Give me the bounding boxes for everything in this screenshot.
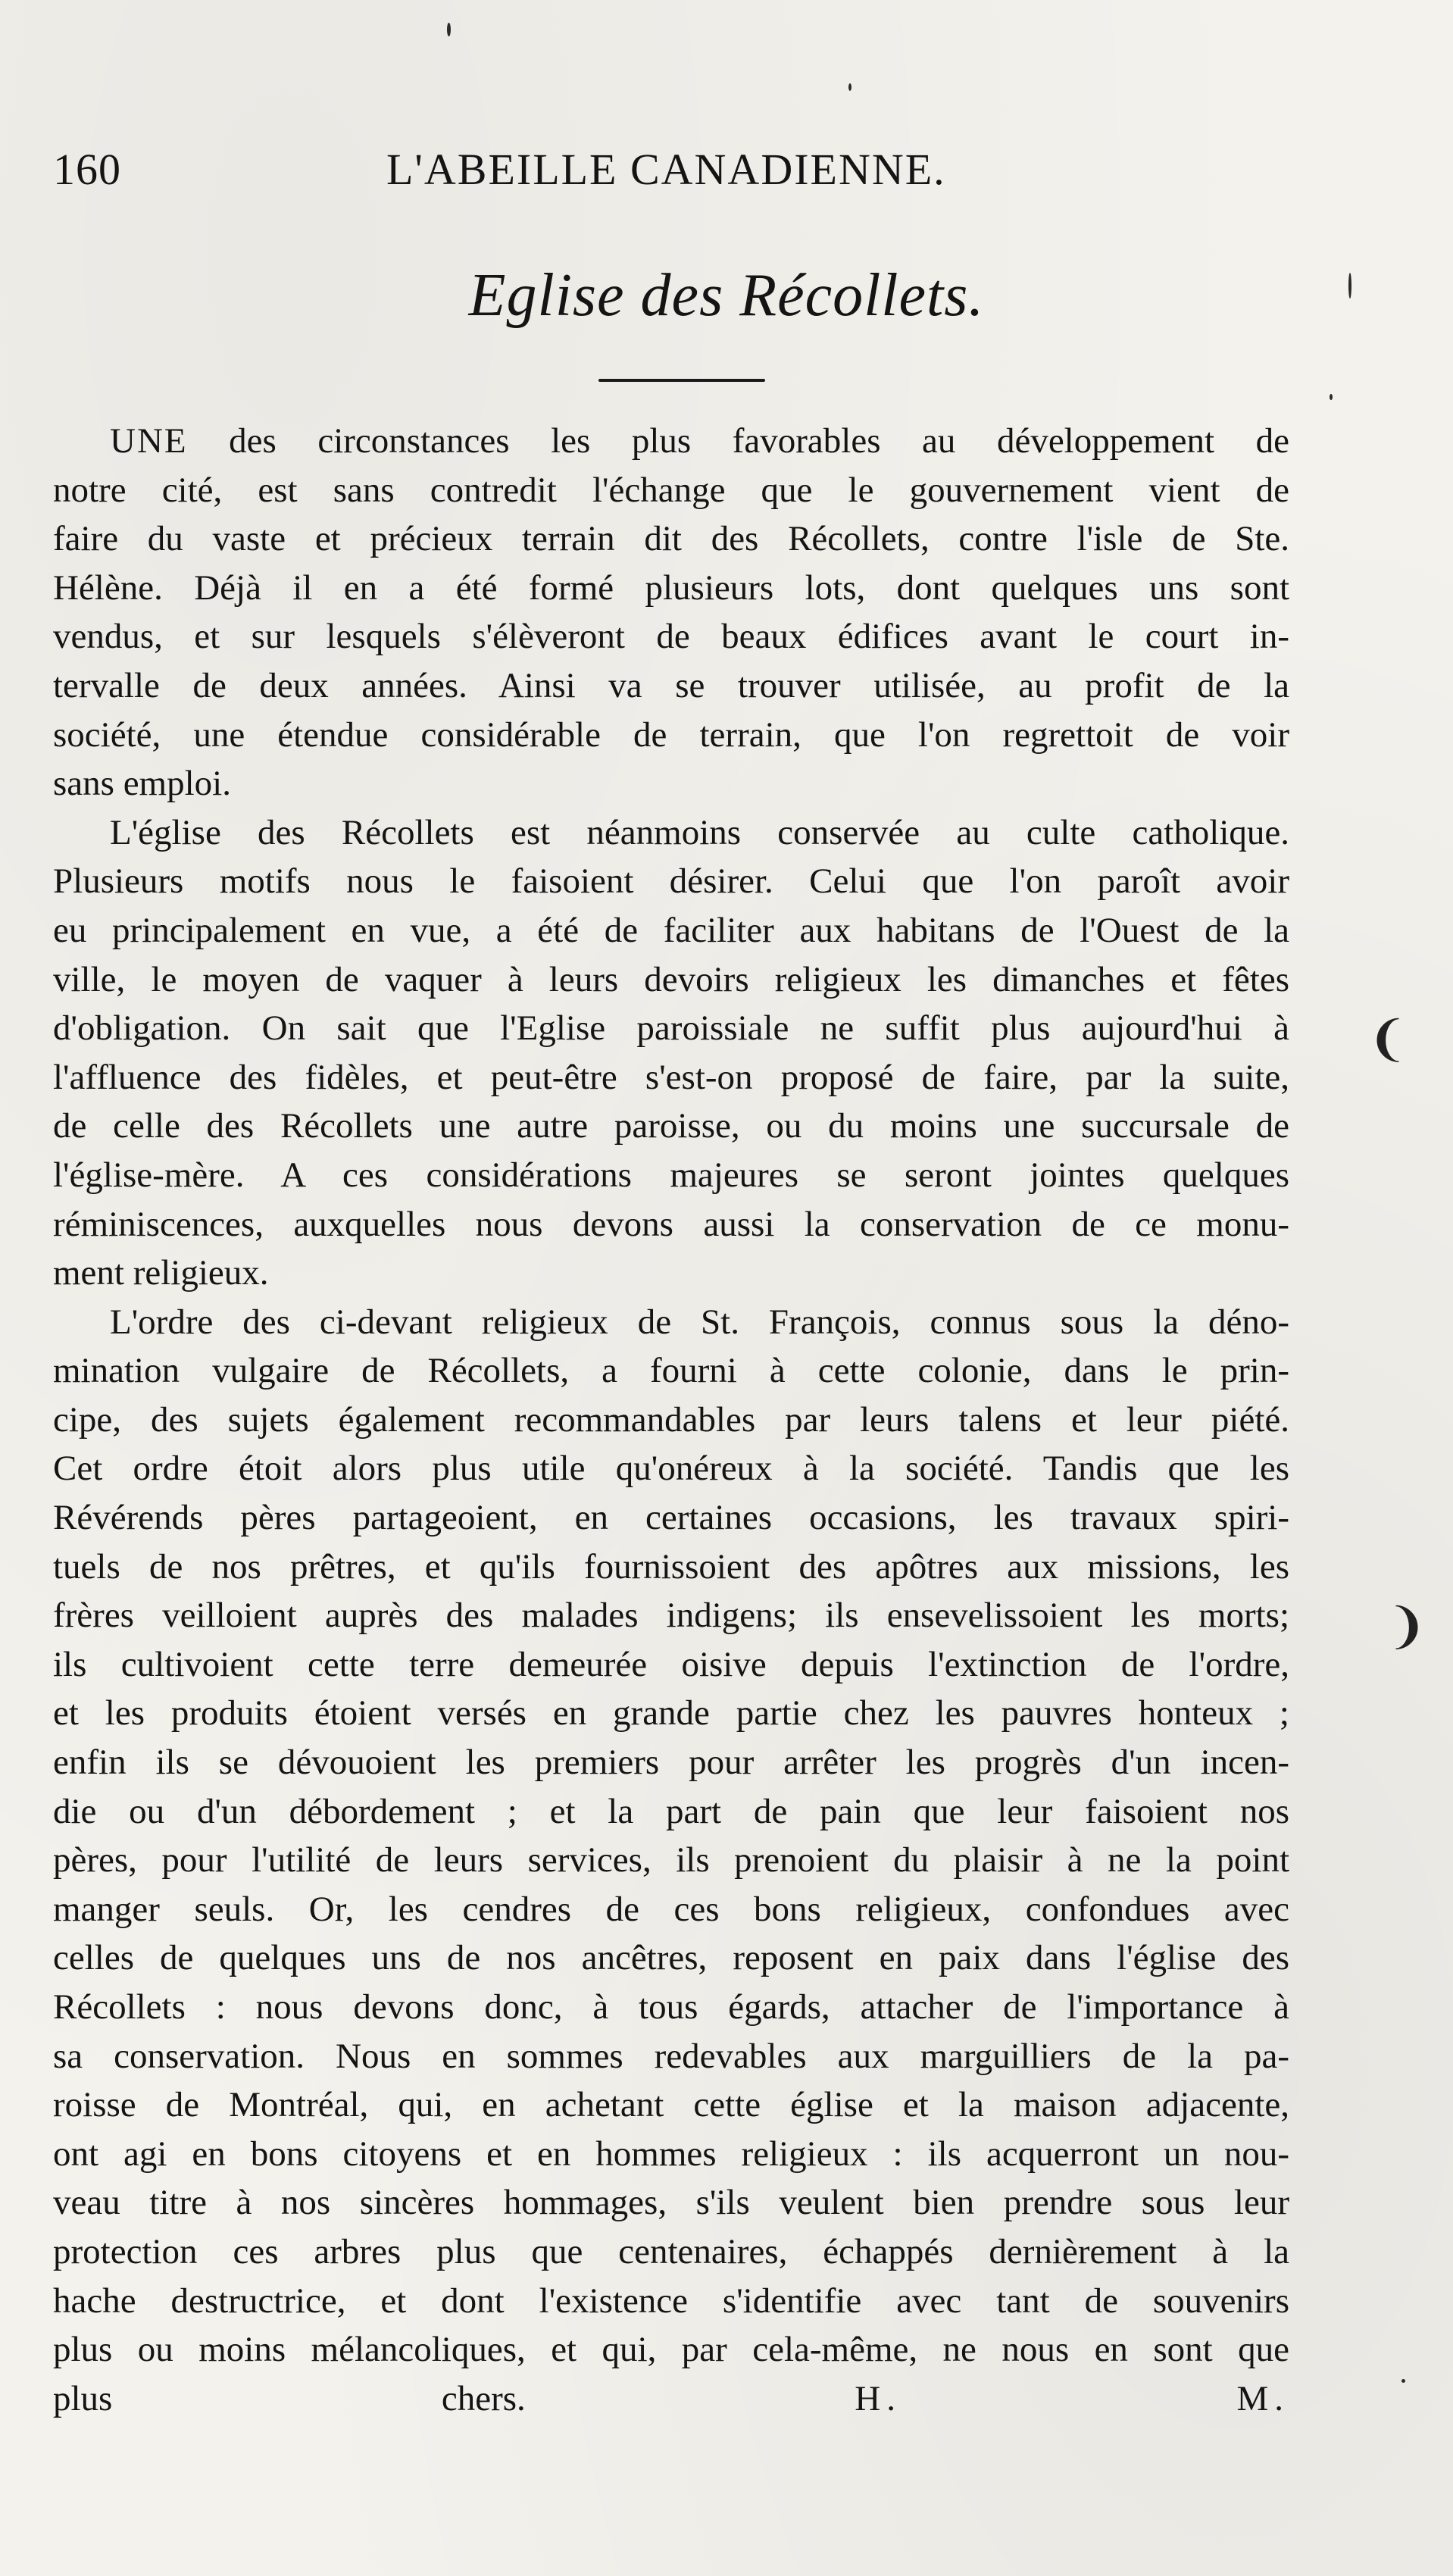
margin-bracket-mark: ❩ xyxy=(1386,1599,1427,1653)
text-line: réminiscences, auxquelles nous devons aussi la conservation de ce monu- xyxy=(53,1204,1289,1244)
text-line: ment religieux. xyxy=(53,1253,269,1293)
closing-text: plus chers. xyxy=(53,2378,526,2418)
text-line: plus ou moins mélancoliques, et qui, par cela-même, ne nous en sont que xyxy=(53,2330,1289,2370)
text-line: mination vulgaire de Récollets, a fourni à cette colonie, dans le prin- xyxy=(53,1351,1289,1391)
text-line: L'église des Récollets est néanmoins conservée au culte catholique. xyxy=(110,812,1289,852)
text-line: UNE des circonstances les plus favorables au développement de xyxy=(110,421,1289,461)
closing-line xyxy=(53,2374,1289,2424)
text-line: tervalle de deux années. Ainsi va se trouver utilisée, au profit de la xyxy=(53,665,1289,705)
text-line: société, une étendue considérable de terrain, que l'on regrettoit de voir xyxy=(53,714,1289,755)
text-line: L'ordre des ci-devant religieux de St. François, connus sous la déno- xyxy=(110,1302,1289,1342)
page-header xyxy=(53,144,1295,205)
text-line: enfin ils se dévouoient les premiers pour arrêter les progrès d'un incen- xyxy=(53,1743,1289,1783)
scan-speck xyxy=(1401,2379,1405,2383)
paragraph-1 xyxy=(53,417,1289,808)
text-line: frères veilloient auprès des malades indigens; ils ensevelissoient les morts; xyxy=(53,1596,1289,1636)
text-line: tuels de nos prêtres, et qu'ils fournissoient des apôtres aux missions, les xyxy=(53,1546,1289,1587)
text-line: sa conservation. Nous en sommes redevables aux marguilliers de la pa- xyxy=(53,2036,1289,2076)
scan-speck xyxy=(447,23,451,36)
text-line: protection ces arbres plus que centenaires, échappés dernièrement à la xyxy=(53,2231,1289,2271)
text-line: celles de quelques uns de nos ancêtres, reposent en paix dans l'église des xyxy=(53,1938,1289,1978)
text-line: sans emploi. xyxy=(53,764,231,804)
text-line: manger seuls. Or, les cendres de ces bons religieux, confondues avec xyxy=(53,1889,1289,1929)
text-line: eu principalement en vue, a été de faciliter aux habitans de l'Ouest de la xyxy=(53,910,1289,950)
running-head: L'ABEILLE CANADIENNE. xyxy=(386,145,946,194)
author-signature: H. M. xyxy=(855,2378,1289,2418)
text-line: cipe, des sujets également recommandables par leurs talens et leur piété. xyxy=(53,1399,1289,1440)
text-line: Cet ordre étoit alors plus utile qu'onéreux à la société. Tandis que les xyxy=(53,1449,1289,1489)
scan-speck xyxy=(848,83,851,91)
text-line: ville, le moyen de vaquer à leurs devoirs religieux les dimanches et fêtes xyxy=(53,959,1289,999)
text-line: roisse de Montréal, qui, en achetant cette église et la maison adjacente, xyxy=(53,2085,1289,2125)
paragraph-3 xyxy=(53,1298,1289,2424)
text-line: veau titre à nos sincères hommages, s'ils veulent bien prendre sous leur xyxy=(53,2183,1289,2223)
text-line: l'affluence des fidèles, et peut-être s'est-on proposé de faire, par la suite, xyxy=(53,1057,1289,1097)
text-line: Révérends pères partageoient, en certaines occasions, les travaux spiri- xyxy=(53,1498,1289,1538)
text-line: Hélène. Déjà il en a été formé plusieurs lots, dont quelques uns sont xyxy=(53,567,1289,608)
text-line: d'obligation. On sait que l'Eglise paroissiale ne suffit plus aujourd'hui à xyxy=(53,1008,1289,1049)
article-title: Eglise des Récollets. xyxy=(468,262,985,329)
text-line: ont agi en bons citoyens et en hommes religieux : ils acquerront un nou- xyxy=(53,2134,1289,2174)
text-line: vendus, et sur lesquels s'élèveront de beaux édifices avant le court in- xyxy=(53,617,1289,657)
paragraph-2 xyxy=(53,808,1289,1298)
title-rule xyxy=(598,379,765,382)
text-line: ils cultivoient cette terre demeurée oisive depuis l'extinction de l'ordre, xyxy=(53,1644,1289,1684)
text-line: hache destructrice, et dont l'existence s'identifie avec tant de souvenirs xyxy=(53,2281,1289,2321)
text-line: Récollets : nous devons donc, à tous égards, attacher de l'importance à xyxy=(53,1987,1289,2027)
text-line: die ou d'un débordement ; et la part de pain que leur faisoient nos xyxy=(53,1791,1289,1831)
scan-speck xyxy=(1330,394,1333,400)
text-line: de celle des Récollets une autre paroisse, ou du moins une succursale de xyxy=(53,1106,1289,1146)
page-number: 160 xyxy=(53,145,121,194)
text-line: faire du vaste et précieux terrain dit des Récollets, contre l'isle de Ste. xyxy=(53,519,1289,559)
text-line: et les produits étoient versés en grande partie chez les pauvres honteux ; xyxy=(53,1693,1289,1733)
text-line: Plusieurs motifs nous le faisoient désirer. Celui que l'on paroît avoir xyxy=(53,861,1289,902)
margin-bracket-mark: ❨ xyxy=(1367,1012,1408,1066)
text-line: pères, pour l'utilité de leurs services, ils prenoient du plaisir à ne la point xyxy=(53,1840,1289,1880)
lead-word: UNE xyxy=(110,421,188,461)
text-line: l'église-mère. A ces considérations majeures se seront jointes quelques xyxy=(53,1155,1289,1195)
article-body xyxy=(53,417,1289,2423)
text-line: notre cité, est sans contredit l'échange que le gouvernement vient de xyxy=(53,470,1289,510)
